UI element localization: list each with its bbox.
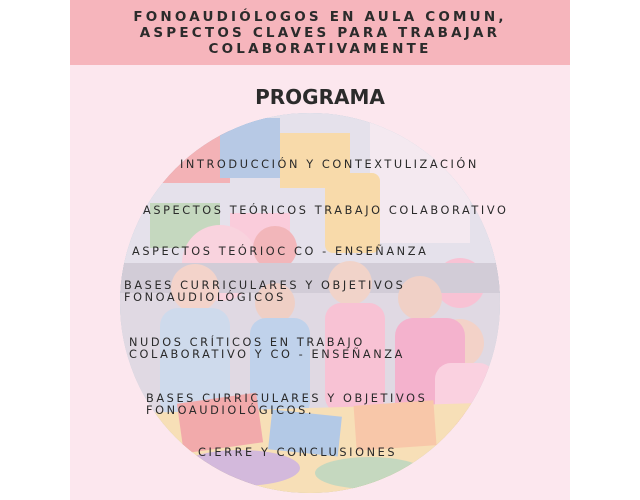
program-item-6-line-2: FONOAUDIOLÓGICOS. <box>146 404 315 417</box>
program-item-3-line-1: ASPECTOS TEÓRIOC CO - ENSEÑANZA <box>132 245 429 258</box>
program-item-4 <box>124 280 405 304</box>
program-item-5 <box>129 337 405 361</box>
program-item-7 <box>198 447 397 459</box>
program-item-1 <box>180 159 479 171</box>
program-item-2-line-1: ASPECTOS TEÓRICOS TRABAJO COLABORATIVO <box>143 204 509 217</box>
program-item-5-line-2: COLABORATIVO Y CO - ENSEÑANZA <box>129 348 405 361</box>
program-item-7-line-1: CIERRE Y CONCLUSIONES <box>198 446 398 459</box>
program-item-6-line-1: BASES CURRICULARES Y OBJETIVOS <box>146 392 428 405</box>
program-item-4-line-2: FONOAUDIOLÓGICOS <box>124 291 286 304</box>
poster <box>70 0 570 500</box>
header-band <box>70 0 570 65</box>
header-title-line-1: FONOAUDIÓLOGOS EN AULA COMUN, <box>133 8 507 25</box>
program-item-5-line-1: NUDOS CRÍTICOS EN TRABAJO <box>129 336 365 349</box>
header-title-line-2: ASPECTOS CLAVES PARA TRABAJAR <box>139 24 501 41</box>
program-item-1-line-1: INTRODUCCIÓN Y CONTEXTULIZACIÓN <box>180 158 479 171</box>
program-item-3 <box>132 246 428 258</box>
header-title-line-3: COLABORATIVAMENTE <box>208 40 432 57</box>
program-item-2 <box>143 205 508 217</box>
program-item-6 <box>146 393 427 417</box>
program-title: PROGRAMA <box>255 85 385 109</box>
program-item-4-line-1: BASES CURRICULARES Y OBJETIVOS <box>124 279 406 292</box>
